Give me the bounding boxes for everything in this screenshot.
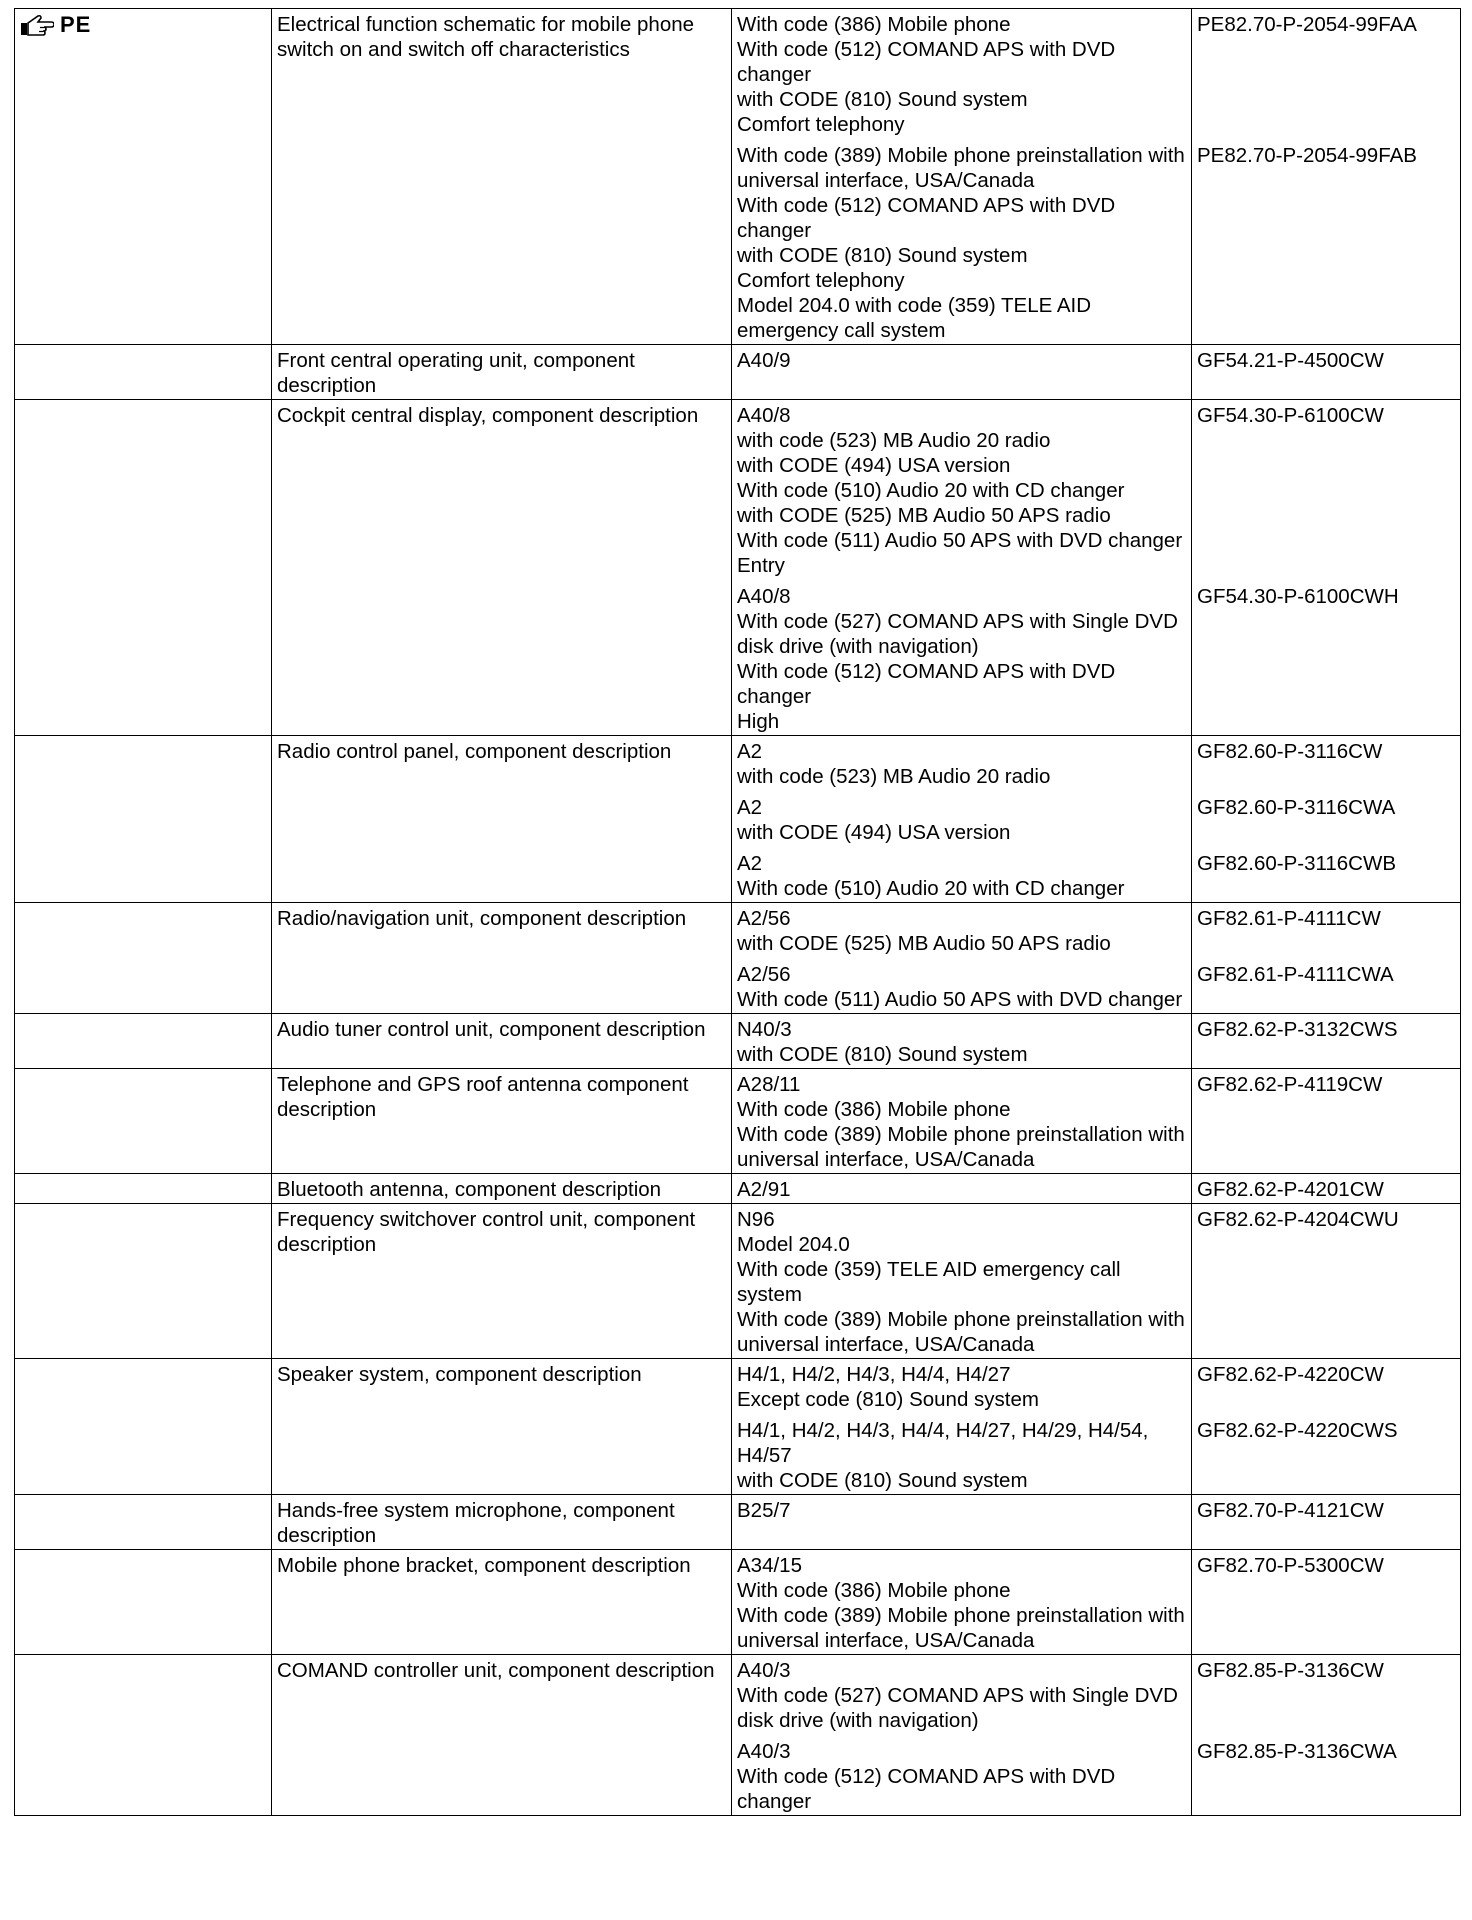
marker-cell (15, 1359, 272, 1495)
condition-line: A40/8 (737, 404, 791, 427)
document-number-cell (1192, 400, 1461, 736)
condition-line: With code (512) COMAND APS with DVD changer (737, 660, 1116, 708)
condition-group (737, 962, 1186, 1012)
condition-line: H4/1, H4/2, H4/3, H4/4, H4/27, H4/29, H4/54, H4/57 (737, 1419, 1149, 1467)
marker-cell (15, 736, 272, 903)
conditions-cell (732, 1655, 1192, 1816)
document-title-link[interactable]: Radio control panel, component description (277, 740, 672, 763)
condition-line: A34/15 (737, 1554, 802, 1577)
marker-cell (15, 9, 272, 345)
condition-group (737, 851, 1186, 901)
document-number-link[interactable]: GF82.60-P-3116CWA (1197, 796, 1396, 819)
document-number-link[interactable]: GF82.62-P-4220CWS (1197, 1419, 1398, 1442)
condition-group (737, 1207, 1186, 1357)
document-title-link[interactable]: Audio tuner control unit, component description (277, 1018, 706, 1041)
description-cell (272, 400, 732, 736)
condition-line: with CODE (810) Sound system (737, 88, 1028, 111)
condition-line: N40/3 (737, 1018, 792, 1041)
document-number-link[interactable]: GF82.85-P-3136CWA (1197, 1740, 1397, 1763)
condition-group (737, 1017, 1186, 1067)
document-number-link[interactable]: GF82.60-P-3116CWB (1197, 852, 1397, 875)
condition-line: A2/91 (737, 1178, 791, 1201)
description-cell (272, 1495, 732, 1550)
condition-line: With code (389) Mobile phone preinstallation with universal interface, USA/Canada (737, 144, 1185, 192)
document-number-link[interactable]: GF82.85-P-3136CW (1197, 1659, 1384, 1682)
condition-line: With code (389) Mobile phone preinstallation with universal interface, USA/Canada (737, 1123, 1185, 1171)
description-cell (272, 1069, 732, 1174)
condition-group (737, 906, 1186, 956)
condition-group (737, 1553, 1186, 1653)
condition-line: A40/9 (737, 349, 791, 372)
condition-line: With code (512) COMAND APS with DVD changer (737, 38, 1116, 86)
reference-table (14, 8, 1461, 1816)
condition-line: N96 (737, 1208, 775, 1231)
condition-line: With code (389) Mobile phone preinstallation with universal interface, USA/Canada (737, 1604, 1185, 1652)
document-number-cell (1192, 1359, 1461, 1495)
document-number-cell (1192, 1550, 1461, 1655)
condition-line: With code (510) Audio 20 with CD changer (737, 479, 1125, 502)
conditions-cell (732, 400, 1192, 736)
table-row (15, 736, 1461, 903)
document-number-link[interactable]: PE82.70-P-2054-99FAA (1197, 13, 1417, 36)
condition-line: With code (511) Audio 50 APS with DVD changer (737, 988, 1183, 1011)
table-row (15, 345, 1461, 400)
document-number-link[interactable]: GF82.62-P-4119CW (1197, 1073, 1383, 1096)
condition-line: With code (386) Mobile phone (737, 1098, 1011, 1121)
condition-group (737, 1739, 1186, 1814)
condition-line: With code (527) COMAND APS with Single DVD disk drive (with navigation) (737, 610, 1178, 658)
conditions-cell (732, 736, 1192, 903)
marker-cell (15, 1174, 272, 1204)
document-number-cell (1192, 736, 1461, 903)
condition-line: A40/3 (737, 1659, 791, 1682)
condition-group (737, 143, 1186, 343)
condition-line: A2 (737, 852, 763, 875)
pe-marker[interactable] (20, 12, 91, 37)
document-number-link[interactable]: GF82.61-P-4111CWA (1197, 963, 1394, 986)
conditions-cell (732, 1174, 1192, 1204)
condition-line: With code (510) Audio 20 with CD changer (737, 877, 1125, 900)
document-number-cell (1192, 345, 1461, 400)
table-row (15, 1655, 1461, 1816)
condition-line: Comfort telephony (737, 269, 905, 292)
document-title-link[interactable]: Cockpit central display, component description (277, 404, 699, 427)
condition-line: with CODE (525) MB Audio 50 APS radio (737, 504, 1111, 527)
document-number-link[interactable]: GF82.62-P-3132CWS (1197, 1018, 1398, 1041)
condition-line: With code (512) COMAND APS with DVD changer (737, 1765, 1116, 1813)
condition-line: With code (389) Mobile phone preinstallation with universal interface, USA/Canada (737, 1308, 1185, 1356)
document-number-link[interactable]: GF82.61-P-4111CW (1197, 907, 1381, 930)
document-title-link[interactable]: Mobile phone bracket, component description (277, 1554, 691, 1577)
condition-group (737, 1362, 1186, 1412)
description-cell (272, 1204, 732, 1359)
condition-line: Comfort telephony (737, 113, 905, 136)
table-row (15, 1069, 1461, 1174)
document-title-link[interactable]: Bluetooth antenna, component description (277, 1178, 662, 1201)
conditions-cell (732, 1359, 1192, 1495)
document-number-cell (1192, 1204, 1461, 1359)
description-cell (272, 1014, 732, 1069)
marker-cell (15, 1495, 272, 1550)
condition-line: with CODE (494) USA version (737, 454, 1011, 477)
marker-cell (15, 345, 272, 400)
table-row (15, 9, 1461, 345)
conditions-cell (732, 1204, 1192, 1359)
document-number-cell (1192, 1174, 1461, 1204)
description-cell (272, 1174, 732, 1204)
description-cell (272, 736, 732, 903)
condition-line: A40/8 (737, 585, 791, 608)
condition-line: With code (359) TELE AID emergency call system (737, 1258, 1121, 1306)
condition-line: High (737, 710, 780, 733)
marker-cell (15, 903, 272, 1014)
marker-cell (15, 1204, 272, 1359)
description-cell (272, 1550, 732, 1655)
condition-group (737, 1177, 1186, 1202)
document-number-link[interactable]: GF82.62-P-4220CW (1197, 1363, 1384, 1386)
table-row (15, 1495, 1461, 1550)
document-number-cell (1192, 1495, 1461, 1550)
document-number-link[interactable]: GF82.70-P-5300CW (1197, 1554, 1384, 1577)
description-cell (272, 1359, 732, 1495)
table-row (15, 1550, 1461, 1655)
condition-group (737, 348, 1186, 373)
description-cell (272, 903, 732, 1014)
condition-group (737, 584, 1186, 734)
condition-line: With code (512) COMAND APS with DVD changer (737, 194, 1116, 242)
document-title-link[interactable]: Radio/navigation unit, component description (277, 907, 687, 930)
document-number-cell (1192, 9, 1461, 345)
document-number-link[interactable]: GF82.70-P-4121CW (1197, 1499, 1384, 1522)
condition-line: with CODE (494) USA version (737, 821, 1011, 844)
document-title-link[interactable]: Frequency switchover control unit, component description (277, 1208, 696, 1256)
document-number-link[interactable]: GF54.30-P-6100CW (1197, 404, 1384, 427)
table-row (15, 1174, 1461, 1204)
table-row (15, 1014, 1461, 1069)
document-number-cell (1192, 1069, 1461, 1174)
document-title-link[interactable]: Telephone and GPS roof antenna component description (277, 1073, 689, 1121)
condition-group (737, 795, 1186, 845)
condition-line: With code (511) Audio 50 APS with DVD changer (737, 529, 1183, 552)
conditions-cell (732, 1495, 1192, 1550)
condition-line: A2/56 (737, 907, 791, 930)
document-title-link[interactable]: COMAND controller unit, component description (277, 1659, 715, 1682)
document-title-link[interactable]: Speaker system, component description (277, 1363, 642, 1386)
conditions-cell (732, 9, 1192, 345)
description-cell (272, 1655, 732, 1816)
table-row (15, 400, 1461, 736)
condition-line: with code (523) MB Audio 20 radio (737, 429, 1051, 452)
condition-group (737, 1418, 1186, 1493)
marker-cell (15, 1014, 272, 1069)
document-number-cell (1192, 1655, 1461, 1816)
document-title-link[interactable]: Hands-free system microphone, component description (277, 1499, 675, 1547)
document-number-link[interactable]: GF82.60-P-3116CW (1197, 740, 1383, 763)
condition-line: A2/56 (737, 963, 791, 986)
condition-line: With code (386) Mobile phone (737, 1579, 1011, 1602)
condition-line: A28/11 (737, 1073, 801, 1096)
conditions-cell (732, 1014, 1192, 1069)
document-number-link[interactable]: GF82.62-P-4201CW (1197, 1178, 1384, 1201)
condition-line: with CODE (810) Sound system (737, 244, 1028, 267)
conditions-cell (732, 345, 1192, 400)
condition-line: with CODE (525) MB Audio 50 APS radio (737, 932, 1111, 955)
document-number-cell (1192, 1014, 1461, 1069)
marker-cell (15, 1655, 272, 1816)
document-title-link[interactable]: Electrical function schematic for mobile phone switch on and switch off characteristics (277, 13, 695, 61)
condition-line: with CODE (810) Sound system (737, 1469, 1028, 1492)
condition-group (737, 12, 1186, 137)
document-number-link[interactable]: GF54.30-P-6100CWH (1197, 585, 1399, 608)
table-row (15, 1204, 1461, 1359)
marker-cell (15, 1550, 272, 1655)
condition-line: With code (527) COMAND APS with Single DVD disk drive (with navigation) (737, 1684, 1178, 1732)
condition-line: B25/7 (737, 1499, 791, 1522)
table-row (15, 903, 1461, 1014)
condition-group (737, 1658, 1186, 1733)
conditions-cell (732, 1550, 1192, 1655)
condition-group (737, 403, 1186, 578)
pointing-hand-icon (20, 14, 54, 36)
document-number-cell (1192, 903, 1461, 1014)
condition-line: A2 (737, 740, 763, 763)
document-number-link[interactable]: PE82.70-P-2054-99FAB (1197, 144, 1417, 167)
conditions-cell (732, 903, 1192, 1014)
description-cell (272, 9, 732, 345)
document-number-link[interactable]: GF82.62-P-4204CWU (1197, 1208, 1399, 1231)
condition-line: Entry (737, 554, 785, 577)
condition-line: With code (386) Mobile phone (737, 13, 1011, 36)
condition-line: with CODE (810) Sound system (737, 1043, 1028, 1066)
table-row (15, 1359, 1461, 1495)
condition-line: Model 204.0 (737, 1233, 850, 1256)
condition-line: A40/3 (737, 1740, 791, 1763)
condition-line: H4/1, H4/2, H4/3, H4/4, H4/27 (737, 1363, 1011, 1386)
reference-table-body (15, 9, 1461, 1816)
conditions-cell (732, 1069, 1192, 1174)
description-cell (272, 345, 732, 400)
condition-line: with code (523) MB Audio 20 radio (737, 765, 1051, 788)
condition-group (737, 1072, 1186, 1172)
condition-line: A2 (737, 796, 763, 819)
pe-marker-label: PE (60, 12, 92, 37)
condition-group (737, 739, 1186, 789)
marker-cell (15, 1069, 272, 1174)
marker-cell (15, 400, 272, 736)
condition-line: Except code (810) Sound system (737, 1388, 1039, 1411)
document-title-link[interactable]: Front central operating unit, component description (277, 349, 635, 397)
condition-group (737, 1498, 1186, 1523)
document-number-link[interactable]: GF54.21-P-4500CW (1197, 349, 1384, 372)
condition-line: Model 204.0 with code (359) TELE AID emergency call system (737, 294, 1092, 342)
